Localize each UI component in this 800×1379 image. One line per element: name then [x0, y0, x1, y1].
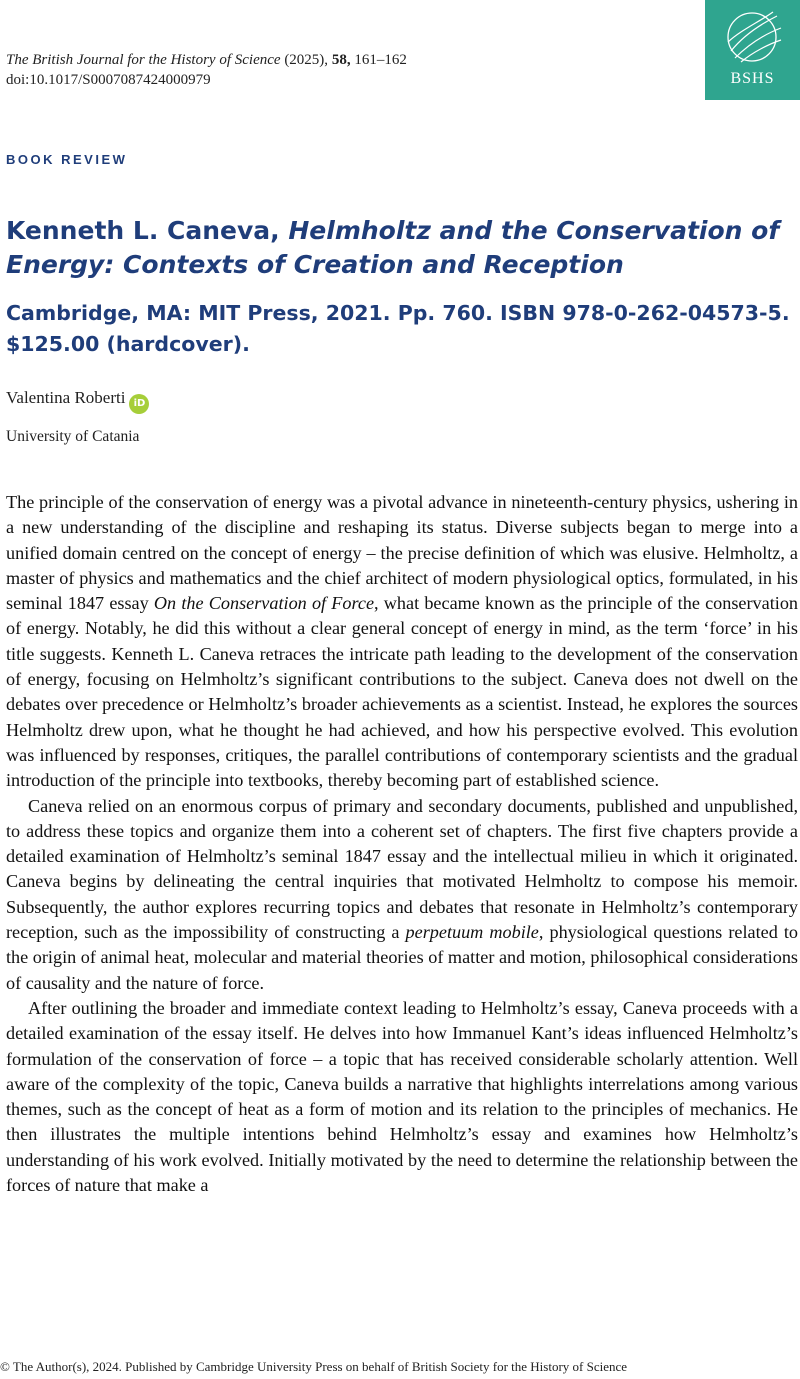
- review-title: [6, 214, 791, 282]
- bshs-logo: [705, 0, 800, 100]
- journal-name: The British Journal for the History of Science: [6, 52, 281, 68]
- book-title: Helmholtz and the Conservation of Energy: Contexts of Creation and Reception: [6, 216, 780, 279]
- bshs-logo-icon: [719, 6, 785, 68]
- paragraph-2: Caneva relied on an enormous corpus of primary and secondary documents, published and unpublished, to address these topics and organize them into a coherent set of chapters. The first five chapters provide a detailed examination of Helmholtz’s seminal 1847 essay and the intellectual milieu in which it originated. Caneva begins by delineating the central inquiries that motivated Helmholtz to compose his memoir. Subsequently, the author explores recurring topics and debates that resonate in Helmholtz’s contemporary reception, such as the impossibility of constructing a perpetuum mobile, physiological questions related to the origin of animal heat, molecular and material theories of matter and motion, philosophical considerations of causality and the nature of force.: [6, 795, 799, 993]
- section-label: BOOK REVIEW: [6, 152, 128, 167]
- review-body: [6, 490, 798, 1198]
- book-author: Kenneth L. Caneva,: [6, 216, 289, 245]
- journal-line: [6, 50, 407, 70]
- perpetuum-mobile-term: perpetuum mobile: [405, 922, 539, 943]
- reviewer: [6, 388, 149, 414]
- paragraph-3: After outlining the broader and immediate context leading to Helmholtz’s essay, Caneva proceeds with a detailed examination of the essay itself. He delves into how Immanuel Kant’s ideas influenced Helmholtz’s formulation of the conservation of force – a topic that has received considerable scholarly attention. Well aware of the complexity of the topic, Caneva builds a narrative that highlights interrelations among various themes, such as the concept of heat as a form of motion and its relation to the principles of mechanics. He then illustrates the multiple intentions behind Helmholtz’s essay and examines how Helmholtz’s understanding of his work evolved. Initially motivated by the need to determine the relationship between the forces of nature that make a: [6, 997, 798, 1196]
- journal-year: (2025),: [284, 52, 329, 68]
- reviewer-affiliation: University of Catania: [6, 428, 140, 445]
- publication-details: Cambridge, MA: MIT Press, 2021. Pp. 760. ISBN 978-0-262-04573-5. $125.00 (hardcover).: [6, 301, 790, 356]
- journal-pages: 161–162: [354, 52, 407, 68]
- paragraph-1: The principle of the conservation of energy was a pivotal advance in nineteenth-century physics, ushering in a new understanding of the discipline and reshaping its status. Diverse subjects began to merge into a unified domain centred on the concept of energy – the precise definition of which was elusive. Helmholtz, a master of physics and mathematics and the chief architect of modern physiological optics, formulated, in his seminal 1847 essay On the Conservation of Force, what became known as the principle of the conservation of energy. Notably, he did this without a clear general concept of energy in mind, as the term ‘force’ in his title suggests. Kenneth L. Caneva retraces the intricate path leading to the development of the conservation of energy, focusing on Helmholtz’s significant contributions to the subject. Caneva does not dwell on the debates over precedence or Helmholtz’s broader achievements as a scientist. Instead, he explores the sources Helmholtz drew upon, what he thought he had achieved, and how his perspective evolved. This evolution was influenced by responses, critiques, the parallel contributions of contemporary scientists and the gradual introduction of the principle into textbooks, thereby becoming part of established science.: [6, 492, 799, 791]
- journal-volume: 58,: [331, 52, 351, 68]
- logo-text: BSHS: [730, 70, 775, 87]
- journal-doi[interactable]: doi:10.1017/S0007087424000979: [6, 72, 211, 88]
- journal-citation: [6, 50, 407, 90]
- reviewer-name: Valentina Roberti: [6, 388, 126, 407]
- copyright-footer: © The Author(s), 2024. Published by Cambridge University Press on behalf of British Society for the History of Science: [0, 1359, 628, 1374]
- orcid-icon[interactable]: iD: [129, 394, 149, 414]
- essay-title: On the Conservation of Force: [153, 593, 375, 614]
